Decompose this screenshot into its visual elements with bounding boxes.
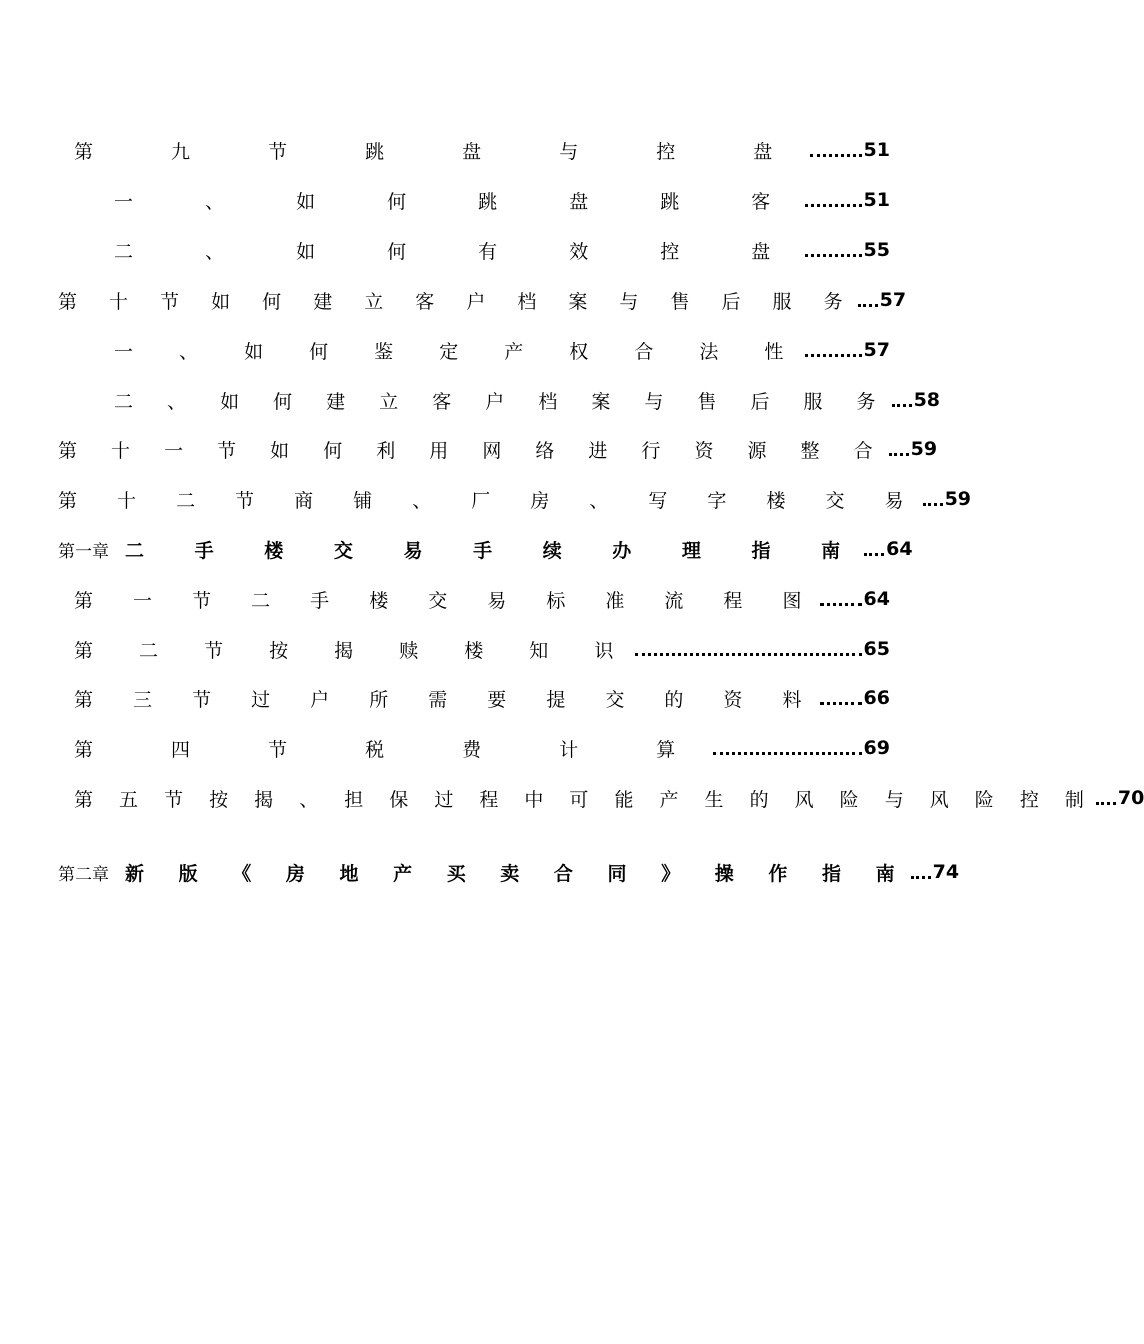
toc-entry-title: 第 二 节 按 揭 赎 楼 知 识 bbox=[74, 639, 634, 662]
toc-entry-title: 第 一 节 二 手 楼 交 易 标 准 流 程 图 bbox=[74, 589, 819, 612]
toc-entry-title: 第 十 节 如 何 建 立 客 户 档 案 与 售 后 服 务 bbox=[58, 290, 856, 313]
toc-entry-title: 新 版 《 房 地 产 买 卖 合 同 》 操 作 指 南 bbox=[125, 862, 909, 885]
toc-entry-title: 二 、 如 何 有 效 控 盘 bbox=[114, 240, 804, 263]
toc-entry-ch1-section-1[interactable] bbox=[0, 584, 890, 614]
dot-leader bbox=[892, 404, 912, 407]
toc-page-number: 70 bbox=[1117, 787, 1144, 809]
toc-entry-title: 第 五 节 按 揭 、 担 保 过 程 中 可 能 产 生 的 风 险 与 风 险 控 制 bbox=[74, 788, 1094, 811]
dot-leader bbox=[820, 603, 861, 606]
toc-page-number: 58 bbox=[913, 389, 941, 411]
dot-leader bbox=[1096, 802, 1116, 805]
toc-entry-chapter-2[interactable] bbox=[0, 857, 960, 887]
chapter-label: 第二章 bbox=[58, 864, 109, 885]
dot-leader bbox=[858, 304, 878, 307]
dot-leader bbox=[864, 553, 884, 556]
toc-entry-title: 一 、 如 何 跳 盘 跳 客 bbox=[114, 190, 804, 213]
toc-entry-ch1-section-3[interactable] bbox=[0, 683, 890, 713]
toc-entry-jump[interactable] bbox=[0, 185, 890, 215]
toc-page-number: 51 bbox=[863, 139, 890, 161]
toc-page-number: 59 bbox=[944, 488, 972, 510]
chapter-label: 第一章 bbox=[58, 541, 109, 562]
toc-page-number: 57 bbox=[863, 339, 890, 361]
toc-entry-ch1-section-4[interactable] bbox=[0, 733, 890, 763]
dot-leader bbox=[805, 354, 861, 357]
dot-leader bbox=[810, 154, 861, 157]
toc-page-number: 59 bbox=[910, 438, 938, 460]
toc-page-number: 51 bbox=[863, 189, 890, 211]
toc-entry-title: 二 、 如 何 建 立 客 户 档 案 与 售 后 服 务 bbox=[114, 390, 890, 413]
toc-entry-control[interactable] bbox=[0, 235, 890, 265]
toc-entry-title: 第 四 节 税 费 计 算 bbox=[74, 738, 712, 761]
dot-leader bbox=[923, 503, 943, 506]
toc-entry-property-rights[interactable] bbox=[0, 335, 890, 365]
toc-page-number: 64 bbox=[886, 538, 913, 560]
toc-entry-chapter-1[interactable] bbox=[0, 534, 913, 564]
toc-entry-title: 一 、 如 何 鉴 定 产 权 合 法 性 bbox=[114, 340, 804, 363]
dot-leader bbox=[635, 653, 861, 656]
toc-page-number: 69 bbox=[863, 737, 890, 759]
toc-entry-section-10[interactable] bbox=[0, 285, 907, 315]
dot-leader bbox=[889, 453, 909, 456]
toc-entry-title: 二 手 楼 交 易 手 续 办 理 指 南 bbox=[125, 539, 863, 562]
toc-page-number: 55 bbox=[863, 239, 890, 261]
dot-leader bbox=[805, 254, 861, 257]
toc-page-number: 64 bbox=[863, 588, 890, 610]
toc-entry-section-9[interactable] bbox=[0, 135, 890, 165]
toc-page-number: 65 bbox=[863, 638, 890, 660]
toc-entry-title: 第 三 节 过 户 所 需 要 提 交 的 资 料 bbox=[74, 688, 819, 711]
toc-entry-section-11[interactable] bbox=[0, 434, 938, 464]
toc-entry-ch1-section-2[interactable] bbox=[0, 634, 890, 664]
dot-leader bbox=[713, 752, 861, 755]
toc-entry-title: 第 九 节 跳 盘 与 控 盘 bbox=[74, 140, 809, 163]
toc-entry-customer-files[interactable] bbox=[0, 385, 941, 415]
toc-entry-title: 第 十 二 节 商 铺 、 厂 房 、 写 字 楼 交 易 bbox=[58, 489, 921, 512]
toc-entry-section-12[interactable] bbox=[0, 484, 972, 514]
toc-page-number: 66 bbox=[863, 687, 890, 709]
toc-entry-title: 第 十 一 节 如 何 利 用 网 络 进 行 资 源 整 合 bbox=[58, 439, 887, 462]
toc-entry-ch1-section-5[interactable] bbox=[0, 783, 1144, 813]
toc-page-number: 74 bbox=[932, 861, 960, 883]
toc-page-number: 57 bbox=[879, 289, 907, 311]
dot-leader bbox=[911, 876, 931, 879]
dot-leader bbox=[805, 204, 861, 207]
dot-leader bbox=[820, 702, 861, 705]
